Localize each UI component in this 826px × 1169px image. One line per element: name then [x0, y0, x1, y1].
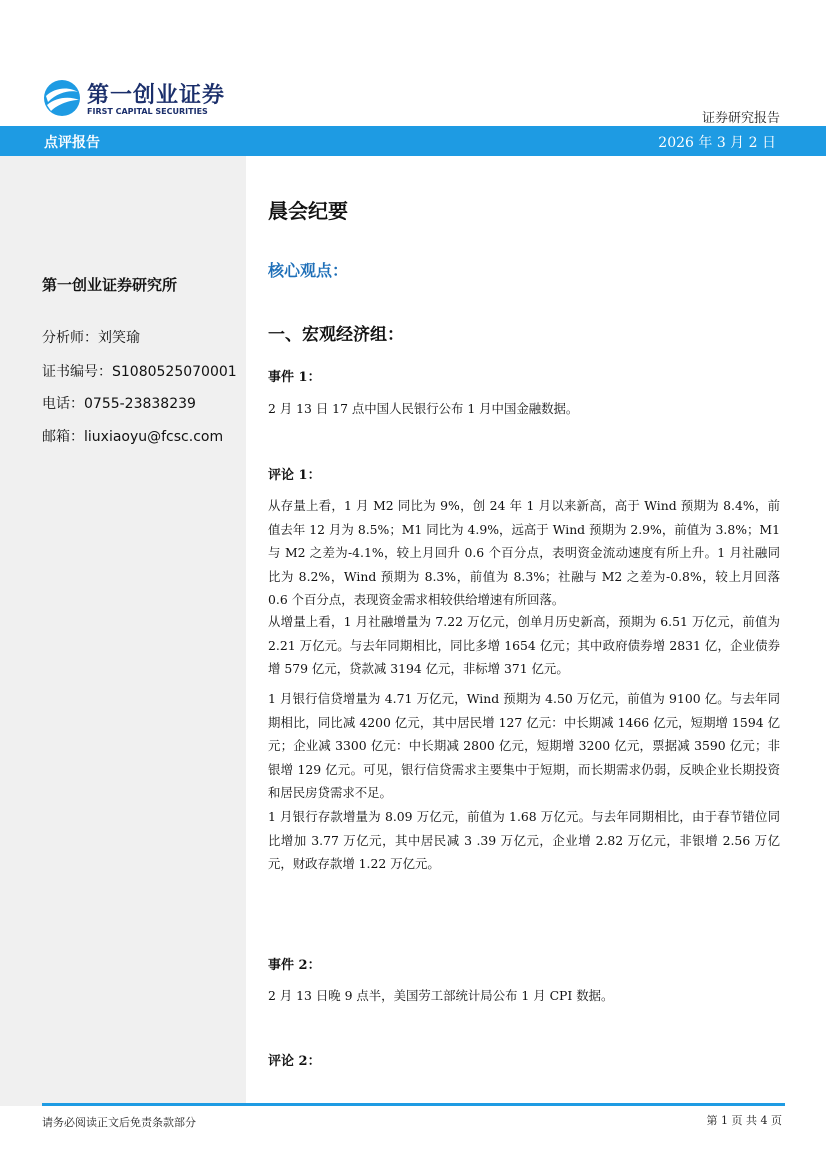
- paragraph: 1 月银行存款增量为 8.09 万亿元，前值为 1.68 万亿元。与去年同期相比，由于春节错位同比增加 3.77 万亿元，其中居民减 3 .39 万亿元，企业增 2.82 万亿元，非银增 2.56 万亿元，财政存款增 1.22 万亿元。: [268, 809, 780, 871]
- analyst-line: [42, 327, 140, 347]
- cert-line: [42, 361, 237, 381]
- email-line: [42, 426, 223, 446]
- cert-label: 证书编号：: [42, 364, 112, 380]
- globe-logo-icon: [42, 78, 82, 118]
- institute-name: 第一创业证券研究所: [42, 276, 178, 294]
- cert-number: S1080525070001: [112, 364, 237, 380]
- logo-english-name: FIRST CAPITAL SECURITIES: [87, 107, 208, 116]
- core-view-heading: 核心观点：: [268, 261, 349, 280]
- comment-2-label: 评论 2：: [268, 1054, 321, 1069]
- event-2-label: 事件 2：: [268, 958, 321, 973]
- report-type: 证券研究报告: [701, 111, 780, 126]
- email-label: 邮箱：: [42, 429, 84, 445]
- analyst-label: 分析师：: [42, 330, 98, 346]
- phone-number: 0755-23838239: [84, 396, 196, 412]
- event-1-label: 事件 1：: [268, 370, 321, 385]
- page-number: 第 1 页 共 4 页: [706, 1114, 782, 1127]
- company-logo: [42, 78, 242, 122]
- event-2-text: 2 月 13 日晚 9 点半，美国劳工部统计局公布 1 月 CPI 数据。: [268, 988, 614, 1003]
- footer-disclaimer: 请务必阅读正文后免责条款部分: [42, 1116, 196, 1129]
- header-bar: [0, 126, 826, 156]
- comment-1-label: 评论 1：: [268, 468, 321, 483]
- event-1-text: 2 月 13 日 17 点中国人民银行公布 1 月中国金融数据。: [268, 401, 579, 416]
- report-category: 点评报告: [44, 135, 100, 151]
- analyst-name: 刘笑瑜: [98, 330, 140, 346]
- footer-divider: [42, 1103, 785, 1106]
- section-heading: 一、宏观经济组：: [268, 325, 404, 345]
- phone-line: [42, 393, 196, 413]
- phone-label: 电话：: [42, 396, 84, 412]
- sidebar: [0, 156, 246, 1106]
- paragraph: 1 月银行信贷增量为 4.71 万亿元，Wind 预期为 4.50 万亿元，前值为 9100 亿。与去年同期相比，同比减 4200 亿元，其中居民增 127 亿元：中长期减 1466 亿元，短期增 1594 亿元；企业减 3300 亿元：中长期减 2800 亿元，短期增 3200 亿元，票据减 3590 亿元；非银增 129 亿元。可见，银行信贷需求主要集中于短期，而长期需求仍弱，反映企业长期投资和居民房贷需求不足。: [268, 691, 780, 800]
- report-date: 2026 年 3 月 2 日: [658, 135, 776, 151]
- email-link[interactable]: liuxiaoyu@fcsc.com: [84, 429, 224, 445]
- paragraph: 从增量上看，1 月社融增量为 7.22 万亿元，创单月历史新高，预期为 6.51 万亿元，前值为 2.21 万亿元。与去年同期相比，同比多增 1654 亿元；其中政府债券增 2831 亿，企业债券增 579 亿元，贷款减 3194 亿元，非标增 371 亿元。: [268, 614, 780, 676]
- document-title: 晨会纪要: [268, 199, 348, 223]
- paragraph: 从存量上看，1 月 M2 同比为 9%，创 24 年 1 月以来新高，高于 Wind 预期为 8.4%，前值去年 12 月为 8.5%；M1 同比为 4.9%，远高于 Wind 预期为 2.9%，前值为 3.8%；M1 与 M2 之差为-4.1%，较上月回升 0.6 个百分点，表明资金流动速度有所上升。1 月社融同比为 8.2%，Wind 预期为 8.3%，前值为 8.3%；社融与 M2 之差为-0.8%，较上月回落 0.6 个百分点，表现资金需求相较供给增速有所回落。: [268, 498, 780, 607]
- logo-chinese-name: 第一创业证券: [87, 83, 226, 108]
